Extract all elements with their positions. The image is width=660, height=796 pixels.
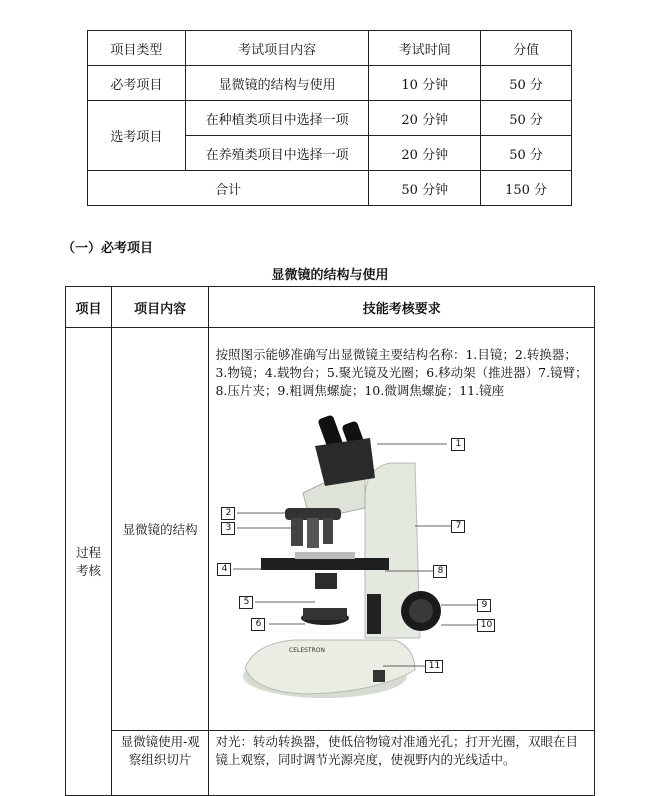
figure-label: 7: [451, 520, 465, 533]
item-score: 50 分: [481, 66, 572, 101]
item-content: 显微镜的结构与使用: [185, 66, 369, 101]
figure-label: 10: [477, 619, 495, 632]
figure-label: 3: [221, 522, 235, 535]
microscope-illustration: [215, 408, 505, 703]
header-cell: 考试项目内容: [185, 31, 369, 66]
requirement-cell: [209, 328, 595, 731]
item-content: 在种植类项目中选择一项: [185, 101, 369, 136]
table-row: [88, 101, 572, 136]
skill-assessment-table: [65, 286, 595, 796]
figure-label: 1: [451, 438, 465, 451]
total-score: 150 分: [481, 171, 572, 206]
figure-label: 9: [477, 599, 491, 612]
total-label: 合计: [88, 171, 369, 206]
figure-label: 8: [433, 565, 447, 578]
table-row: [66, 731, 595, 796]
item-time: 10 分钟: [369, 66, 481, 101]
item-score: 50 分: [481, 101, 572, 136]
header-cell: 项目内容: [111, 287, 209, 328]
category-cell: 过程考核: [66, 328, 112, 796]
figure-label: 4: [217, 563, 231, 576]
item-time: 20 分钟: [369, 136, 481, 171]
item-score: 50 分: [481, 136, 572, 171]
header-cell: 考试时间: [369, 31, 481, 66]
table-row: [88, 66, 572, 101]
header-cell: 项目类型: [88, 31, 186, 66]
brand-text: CELESTRON: [289, 647, 326, 654]
item-type: 必考项目: [88, 66, 186, 101]
total-row: [88, 171, 572, 206]
table-header-row: [88, 31, 572, 66]
exam-overview-table: [87, 30, 572, 206]
requirement-text: 按照图示能够准确写出显微镜主要结构名称：1.目镜；2.转换器；3.物镜；4.载物台；5.聚光镜及光圈；6.移动架（推进器）7.镜臂；8.压片夹；9.粗调焦螺旋；10.微调焦螺旋；11.镜座: [215, 347, 588, 398]
requirement-cell: 对光：转动转换器，使低倍物镜对准通光孔；打开光圈，双眼在目镜上观察，同时调节光源亮度，使视野内的光线适中。: [209, 731, 595, 796]
microscope-figure: [215, 408, 505, 703]
figure-label: 2: [221, 507, 235, 520]
content-cell: 显微镜使用-观察组织切片: [111, 731, 209, 796]
item-type: 选考项目: [88, 101, 186, 171]
item-content: 在养殖类项目中选择一项: [185, 136, 369, 171]
content-cell: 显微镜的结构: [111, 328, 209, 731]
table-title: 显微镜的结构与使用: [271, 268, 389, 283]
item-time: 20 分钟: [369, 101, 481, 136]
figure-label: 5: [239, 596, 253, 609]
figure-label: 6: [251, 618, 265, 631]
table-header-row: [66, 287, 595, 328]
table-row: [66, 328, 595, 731]
header-cell: 项目: [66, 287, 112, 328]
total-time: 50 分钟: [369, 171, 481, 206]
header-cell: 技能考核要求: [209, 287, 595, 328]
header-cell: 分值: [481, 31, 572, 66]
section-heading: （一）必考项目: [62, 241, 154, 256]
figure-label: 11: [425, 660, 443, 673]
